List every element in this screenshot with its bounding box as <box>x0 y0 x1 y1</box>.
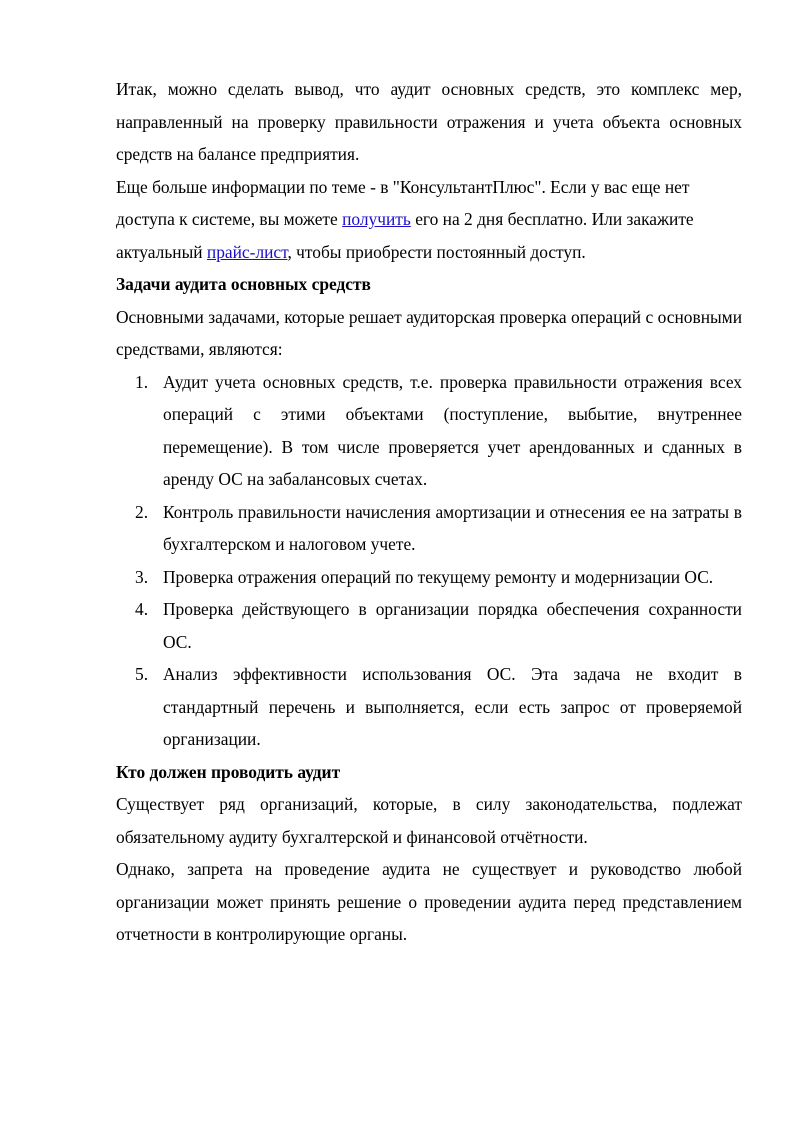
section-heading-audit-tasks: Задачи аудита основных средств <box>116 274 371 294</box>
list-item-number: 2. <box>135 501 149 522</box>
list-item <box>135 658 742 756</box>
list-item-text: Проверка действующего в организации порядка обеспечения сохранности ОС. <box>163 599 742 652</box>
list-item <box>135 496 742 561</box>
mandatory-audit-paragraph: Существует ряд организаций, которые, в силу законодательства, подлежат обязательному аудиту бухгалтерской и финансовой отчётности. <box>116 794 742 847</box>
intro-paragraph: Итак, можно сделать вывод, что аудит основных средств, это комплекс мер, направленный на проверку правильности отражения и учета объекта основных средств на балансе предприятия. <box>116 79 742 164</box>
list-item-number: 4. <box>135 599 149 619</box>
consultant-text-part1: Еще больше информации по теме - в "КонсультантПлюс". Если у вас еще нет доступа к системе, вы можете <box>116 176 690 229</box>
list-item-number: 5. <box>135 664 149 684</box>
list-item <box>135 593 742 658</box>
list-item <box>135 366 742 496</box>
document-page <box>116 73 742 951</box>
audit-tasks-lead: Основными задачами, которые решает аудиторская проверка операций с основными средствами, являются: <box>116 306 742 359</box>
list-item-text: Контроль правильности начисления амортизации и отнесения ее на затраты в бухгалтерском и налоговом учете. <box>163 501 742 554</box>
list-item <box>135 561 742 594</box>
list-item-number: 1. <box>135 371 149 392</box>
voluntary-audit-paragraph: Однако, запрета на проведение аудита не существует и руководство любой организации может принять решение о проведении аудита перед представлением отчетности в контролирующие органы. <box>116 859 742 944</box>
consultant-text-part3: , чтобы приобрести постоянный доступ. <box>287 241 586 262</box>
list-item-text: Проверка отражения операций по текущему ремонту и модернизации ОС. <box>163 566 714 587</box>
list-item-text: Аудит учета основных средств, т.е. проверка правильности отражения всех операций с этими объектами (поступление, выбытие, внутреннее перемещение). В том числе проверяется учет арендованных и сданных в аренду ОС на забалансовых счетах. <box>163 371 742 489</box>
consultant-paragraph <box>116 171 742 269</box>
list-item-text: Анализ эффективности использования ОС. Эта задача не входит в стандартный перечень и выполняется, если есть запрос от проверяемой организации. <box>163 664 742 749</box>
price-list-link[interactable]: прайс-лист <box>206 241 288 262</box>
consultant-text-part2: его на 2 дня бесплатно. Или закажите актуальный <box>116 209 694 262</box>
get-access-link[interactable]: получить <box>342 209 411 229</box>
audit-tasks-list <box>116 366 742 756</box>
section-heading-who-audits: Кто должен проводить аудит <box>116 761 341 782</box>
list-item-number: 3. <box>135 566 149 587</box>
